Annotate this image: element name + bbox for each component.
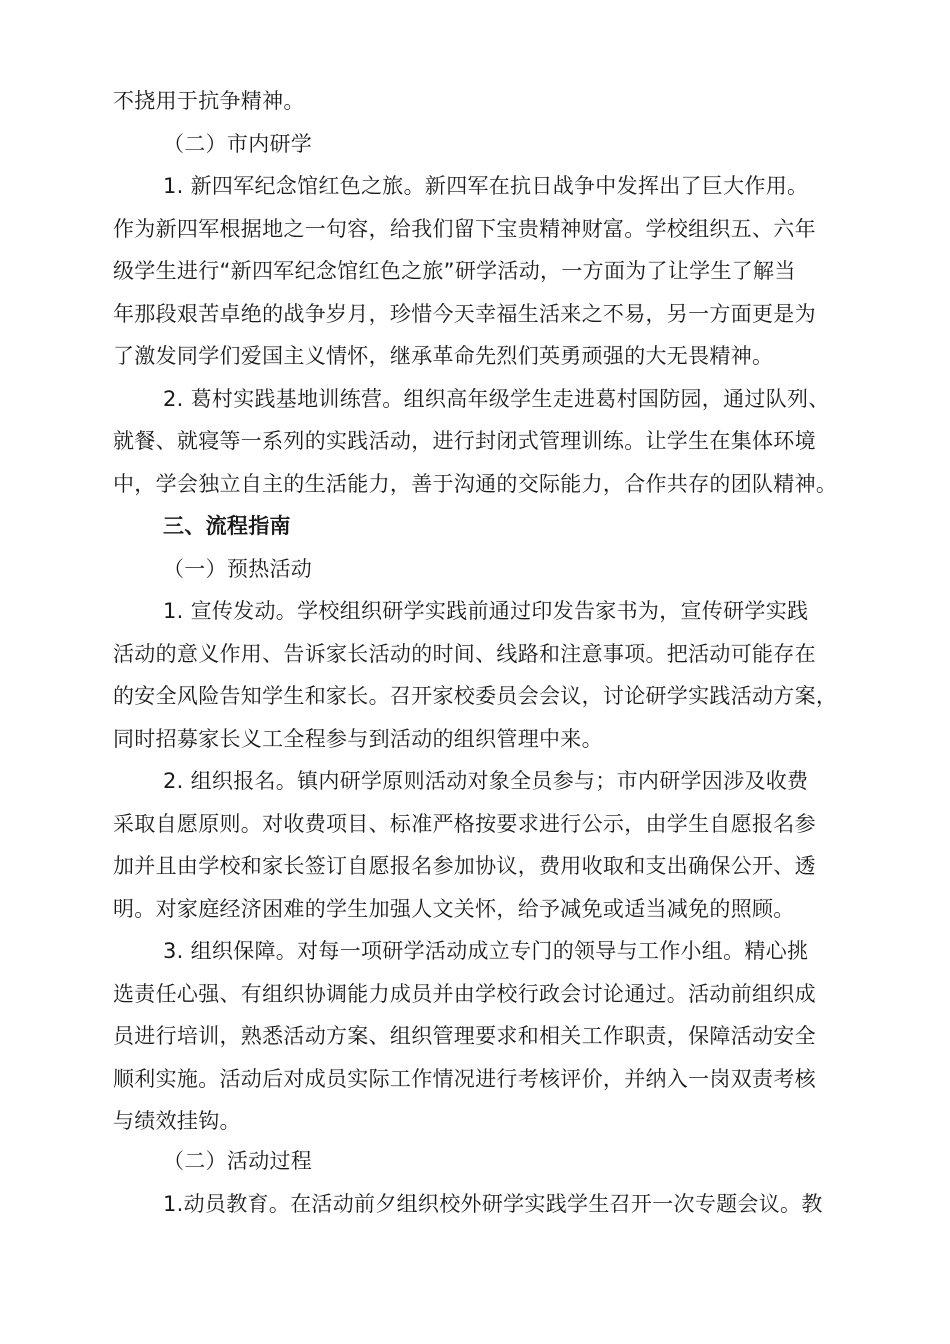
paragraph-line: 选责任心强、有组织协调能力成员并由学校行政会讨论通过。活动前组织成 — [113, 982, 816, 1006]
paragraph-line: 作为新四军根据地之一句容，给我们留下宝贵精神财富。学校组织五、六年 — [113, 217, 816, 241]
paragraph-line: 加并且由学校和家长签订自愿报名参加协议，费用收取和支出确保公开、透 — [113, 854, 816, 878]
paragraph-line: 3. 组织保障。对每一项研学活动成立专门的领导与工作小组。精心挑 — [163, 939, 809, 963]
subsection-heading: （一）预热活动 — [163, 557, 313, 581]
paragraph-line: 1. 新四军纪念馆红色之旅。新四军在抗日战争中发挥出了巨大作用。 — [163, 174, 809, 198]
paragraph-line: 2. 组织报名。镇内研学原则活动对象全员参与；市内研学因涉及收费 — [163, 769, 809, 793]
section-heading: 三、流程指南 — [163, 514, 291, 538]
paragraph-line: 年那段艰苦卓绝的战争岁月，珍惜今天幸福生活来之不易，另一方面更是为 — [113, 302, 816, 326]
paragraph-line: 不挠用于抗争精神。 — [113, 89, 305, 113]
paragraph-line: 2. 葛村实践基地训练营。组织高年级学生走进葛村国防园，通过队列、 — [163, 387, 830, 411]
paragraph-line: 的安全风险告知学生和家长。召开家校委员会会议，讨论研学实践活动方案， — [113, 684, 838, 708]
paragraph-line: 采取自愿原则。对收费项目、标准严格按要求进行公示，由学生自愿报名参 — [113, 812, 816, 836]
paragraph-line: 级学生进行“新四军纪念馆红色之旅”研学活动，一方面为了让学生了解当 — [113, 259, 796, 283]
paragraph-line: 同时招募家长义工全程参与到活动的组织管理中来。 — [113, 727, 603, 751]
paragraph-line: 中，学会独立自主的生活能力，善于沟通的交际能力，合作共存的团队精神。 — [113, 472, 838, 496]
paragraph-line: 了激发同学们爱国主义情怀，继承革命先烈们英勇顽强的大无畏精神。 — [113, 344, 774, 368]
paragraph-line: 员进行培训，熟悉活动方案、组织管理要求和相关工作职责，保障活动安全 — [113, 1024, 816, 1048]
paragraph-line: 就餐、就寝等一系列的实践活动，进行封闭式管理训练。让学生在集体环境 — [113, 429, 816, 453]
paragraph-line: 1.动员教育。在活动前夕组织校外研学实践学生召开一次专题会议。教 — [163, 1192, 823, 1216]
paragraph-line: 顺利实施。活动后对成员实际工作情况进行考核评价，并纳入一岗双责考核 — [113, 1067, 816, 1091]
paragraph-line: 与绩效挂钩。 — [113, 1109, 241, 1133]
paragraph-line: 活动的意义作用、告诉家长活动的时间、线路和注意事项。把活动可能存在 — [113, 642, 816, 666]
paragraph-line: 明。对家庭经济困难的学生加强人文关怀，给予减免或适当减免的照顾。 — [113, 897, 795, 921]
paragraph-line: 1. 宣传发动。学校组织研学实践前通过印发告家书为，宣传研学实践 — [163, 599, 809, 623]
subsection-heading: （二）活动过程 — [163, 1149, 313, 1173]
subsection-heading: （二）市内研学 — [163, 132, 313, 156]
